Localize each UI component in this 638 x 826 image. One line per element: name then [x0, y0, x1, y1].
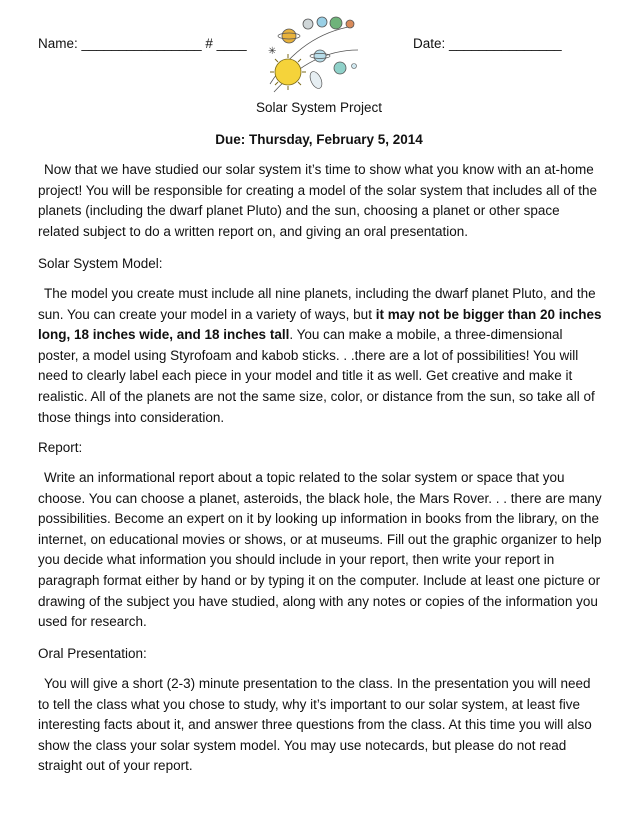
model-section: [38, 284, 604, 428]
intro-section: [38, 160, 604, 242]
model-text-after: . You can make a mobile, a three-dimensional poster, a model using Styrofoam and kabob sticks. . .there are a lot of possibilities! You will need to clearly label each piece in your model and title it as well. Get creative and make it realistic. All of the planets are not the same size, color, or distance from the sun, so take all of those things into consideration.: [38, 327, 595, 425]
date-field: Date: _______________: [413, 36, 562, 51]
svg-text:✳: ✳: [268, 46, 277, 57]
sun-icon: [270, 54, 306, 90]
oral-heading: Oral Presentation:: [38, 646, 147, 661]
oral-heading-block: [38, 644, 604, 665]
model-paragraph: [38, 284, 604, 428]
document-subtitle: Solar System Project: [255, 100, 383, 115]
model-size-limit: it may not be bigger than 20 inches long, 18 inches wide, and 18 inches tall: [38, 306, 602, 343]
oral-paragraph: You will give a short (2-3) minute presentation to the class. In the presentation you will need to tell the class what you chose to study, why it’s important to our solar system, at least five interesting facts about it, and answer three questions from the class. At this time you will also show the class your solar system model. You may use notecards, but please do not read straight out of your report.: [38, 676, 592, 774]
name-number-field: Name: ________________ # ____: [38, 36, 247, 51]
report-heading: Report:: [38, 440, 83, 455]
report-heading-block: [38, 438, 604, 459]
oral-section: [38, 674, 604, 777]
model-text-before: The model you create must include all nine planets, including the dwarf planet Pluto, and the sun. You can create your model in a variety of ways, but: [38, 286, 596, 322]
intro-paragraph: Now that we have studied our solar system it’s time to show what you know with an at-home project! You will be responsible for creating a model of the solar system that includes all of the planets (including the dwarf planet Pluto) and the sun, choosing a planet or other space related subject to do a written report on, and giving an oral presentation.: [38, 162, 598, 239]
model-heading-block: [38, 254, 604, 275]
report-paragraph: Write an informational report about a topic related to the solar system or space that you choose. You can choose a planet, asteroids, the black hole, the Mars Rover. . . there are many possibilities. Become an expert on it by looking up information in books from the library, on the internet, on educational movies or shows, or at museums. Fill out the graphic organizer to help you decide what information you should include in your report, then write your report in paragraph format either by hand or by typing it on the computer. Include at least one picture or drawing of the subject you have studied, along with any notes or copies of the information you used for research.: [38, 470, 602, 630]
due-date: Due: Thursday, February 5, 2014: [215, 132, 423, 147]
report-section: [38, 468, 604, 633]
model-heading: Solar System Model:: [38, 256, 163, 271]
solar-system-clipart-icon: [262, 14, 362, 98]
